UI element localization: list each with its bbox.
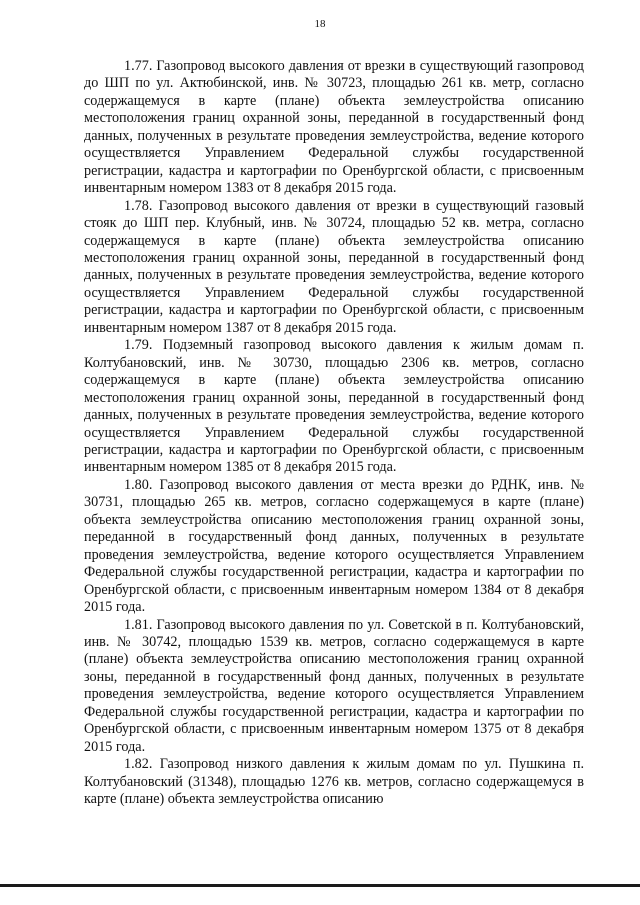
- paragraph-1-80: 1.80. Газопровод высокого давления от места врезки до РДНК, инв. № 30731, площадью 265 кв. метров, согласно содержащемуся в карте (плане) объекта землеустройства описанию местоположения границ охранной зоны, переданной в государственный фонд данных, полученных в результате проведения землеустройства, ведение которого осуществляется Управлением Федеральной службы государственной регистрации, кадастра и картографии по Оренбургской области, с присвоенным инвентарным номером 1384 от 8 декабря 2015 года.: [84, 476, 584, 616]
- paragraph-1-78: 1.78. Газопровод высокого давления от врезки в существующий газовый стояк до ШП пер. Клубный, инв. № 30724, площадью 52 кв. метра, согласно содержащемуся в карте (плане) объекта землеустройства описанию местоположения границ охранной зоны, переданной в государственный фонд данных, полученных в результате проведения землеустройства, ведение которого осуществляется Управлением Федеральной службы государственной регистрации, кадастра и картографии по Оренбургской области, с присвоенным инвентарным номером 1387 от 8 декабря 2015 года.: [84, 197, 584, 336]
- paragraph-1-81: 1.81. Газопровод высокого давления по ул. Советской в п. Колтубановский, инв. № 30742, площадью 1539 кв. метров, согласно содержащемуся в карте (плане) объекта землеустройства описанию местоположения границ охранной зоны, переданной в государственный фонд данных, полученных в результате проведения землеустройства, ведение которого осуществляется Управлением Федеральной службы государственной регистрации, кадастра и картографии по Оренбургской области, с присвоенным инвентарным номером 1375 от 8 декабря 2015 года.: [84, 616, 584, 755]
- document-body: [84, 58, 584, 808]
- bottom-border-line: [0, 884, 640, 887]
- page-number: 18: [314, 18, 326, 30]
- paragraph-1-77: 1.77. Газопровод высокого давления от врезки в существующий газопровод до ШП по ул. Актюбинской, инв. № 30723, площадью 261 кв. метр, согласно содержащемуся в карте (плане) объекта землеустройства описанию местоположения границ охранной зоны, переданной в государственный фонд данных, полученных в результате проведения землеустройства, ведение которого осуществляется Управлением Федеральной службы государственной регистрации, кадастра и картографии по Оренбургской области, с присвоенным инвентарным номером 1383 от 8 декабря 2015 года.: [84, 58, 584, 197]
- paragraph-1-82: 1.82. Газопровод низкого давления к жилым домам по ул. Пушкина п. Колтубановский (31348), площадью 1276 кв. метров, согласно содержащемуся в карте (плане) объекта землеустройства описанию: [84, 756, 584, 808]
- paragraph-1-79: 1.79. Подземный газопровод высокого давления к жилым домам п. Колтубановский, инв. № 30730, площадью 2306 кв. метров, согласно содержащемуся в карте (плане) объекта землеустройства описанию местоположения границ охранной зоны, переданной в государственный фонд данных, полученных в результате проведения землеустройства, ведение которого осуществляется Управлением Федеральной службы государственной регистрации, кадастра и картографии по Оренбургской области, с присвоенным инвентарным номером 1385 от 8 декабря 2015 года.: [84, 337, 584, 476]
